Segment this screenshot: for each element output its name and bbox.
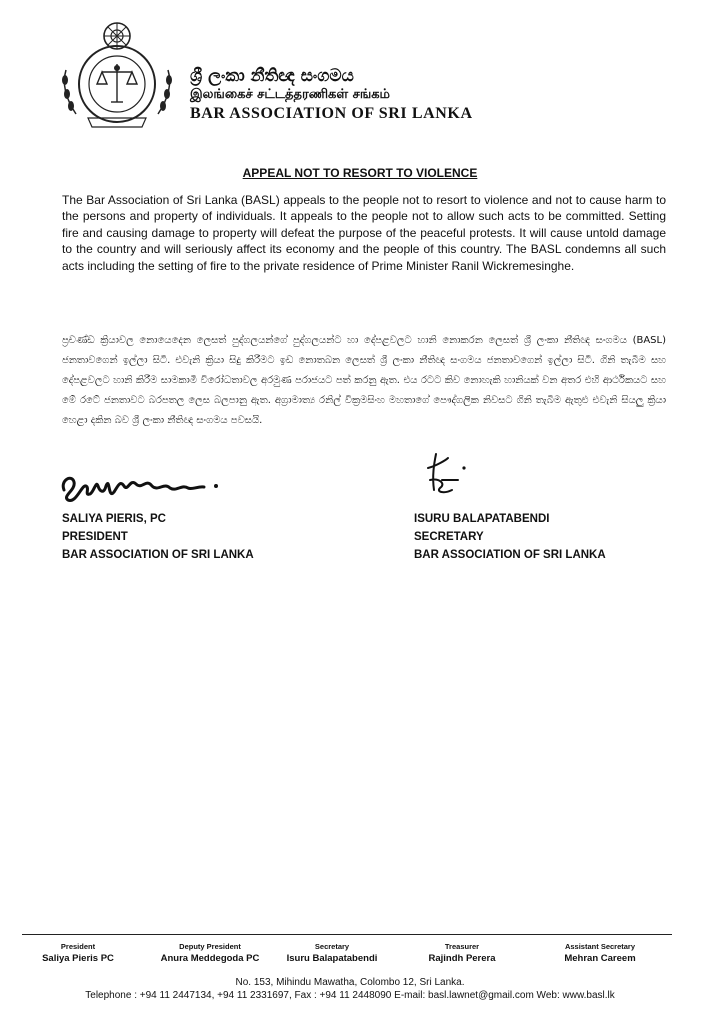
footer-divider xyxy=(22,934,672,935)
officer-name: Rajindh Perera xyxy=(428,953,496,964)
footer-address: No. 153, Mihindu Mawatha, Colombo 12, Sri Lanka. xyxy=(235,977,465,988)
signatory-organization: BAR ASSOCIATION OF SRI LANKA xyxy=(62,549,254,561)
footer-officers xyxy=(0,941,720,971)
officer-secretary xyxy=(262,941,402,966)
officer-role: Deputy President xyxy=(179,942,241,951)
signatory-secretary xyxy=(414,510,606,564)
officer-name: Mehran Careem xyxy=(564,953,636,964)
signatory-name: ISURU BALAPATABENDI xyxy=(414,513,550,525)
signatory-title: SECRETARY xyxy=(414,531,484,543)
body-sinhala: ප්‍රචණ්ඩ ක්‍රියාවල නොයෙදෙන ලෙසත් පුද්ගලයන්ගේ පුද්ගලයන්ට හා දේපළවලට හානි නොකරන ලෙසත් ශ්‍රී ලංකා නීතිඥ සංගමය (BASL) ජනතාවගෙන් ඉල්ලා සිටී. එවැනි ක්‍රියා සිදු කිරීමට ඉඩ නොතබන ලෙසත් ශ්‍රී ලංකා නීතිඥ සංගමය ජනතාවගෙන් ඉල්ලා සිටී. ගිනි තැබීම සහ දේපළවලට හානි කිරීම සාමකාමී විරෝධතාවල අරමුණ පරාජයට පත් කරනු ඇත. එය රටට කිව නොහැකි හානියක් වන අතර එහි ආර්ථිකයට සහ මේ රටේ ජනතාවට බරපතල ලෙස බලපානු ඇත. අග්‍රාමාත්‍ය රනිල් වික්‍රමසිංහ මහතාගේ පෞද්ගලික නිවසට ගිනි තැබීම ඇතුළු එවැනි සියලු ක්‍රියා හෙළා දකින බව ශ්‍රී ලංකා නීතිඥ සංගමය පවසයි. xyxy=(62,335,666,426)
signatory-president xyxy=(62,510,254,564)
body-english: The Bar Association of Sri Lanka (BASL) appeals to the people not to resort to violence and not to cause harm to the persons and property of individuals. It appeals to the people not to allow such acts to be committed. Setting fire and causing damage to property will defeat the purpose of the peaceful protests. It will cause untold damage to the country and will seriously affect its economy and the people of this country. The BASL condemns all such acts including the setting of fire to the private residence of Prime Minister Ranil Wickremesinghe. xyxy=(62,193,666,273)
signatory-title: PRESIDENT xyxy=(62,531,128,543)
signatory-name: SALIYA PIERIS, PC xyxy=(62,513,166,525)
secretary-signature-icon xyxy=(418,450,478,500)
org-name-sinhala: ශ්‍රී ලංකා නීතිඥ සංගමය xyxy=(190,66,354,86)
org-name-english: BAR ASSOCIATION OF SRI LANKA xyxy=(190,105,473,122)
officer-deputy-president xyxy=(140,941,280,966)
letterhead-names xyxy=(190,66,473,124)
officer-assistant-secretary xyxy=(530,941,670,966)
org-name-tamil: இலங்கைச் சட்டத்தரணிகள் சங்கம் xyxy=(190,87,390,102)
basl-emblem-icon xyxy=(58,10,176,130)
officer-president xyxy=(8,941,148,966)
officer-role: Secretary xyxy=(314,942,350,951)
officer-name: Anura Meddegoda PC xyxy=(160,953,260,964)
officer-name: Saliya Pieris PC xyxy=(42,953,114,964)
footer-contact: Telephone : +94 11 2447134, +94 11 2331697, Fax : +94 11 2448090 E-mail: basl.lawnet@gmail.com Web: www.basl.lk xyxy=(85,990,615,1001)
signatory-organization: BAR ASSOCIATION OF SRI LANKA xyxy=(414,549,606,561)
officer-role: President xyxy=(60,942,96,951)
letter-title: APPEAL NOT TO RESORT TO VIOLENCE xyxy=(242,166,478,180)
officer-name: Isuru Balapatabendi xyxy=(286,953,378,964)
officer-role: Treasurer xyxy=(444,942,480,951)
president-signature-icon xyxy=(58,456,228,506)
officer-treasurer xyxy=(392,941,532,966)
officer-role: Assistant Secretary xyxy=(564,942,636,951)
